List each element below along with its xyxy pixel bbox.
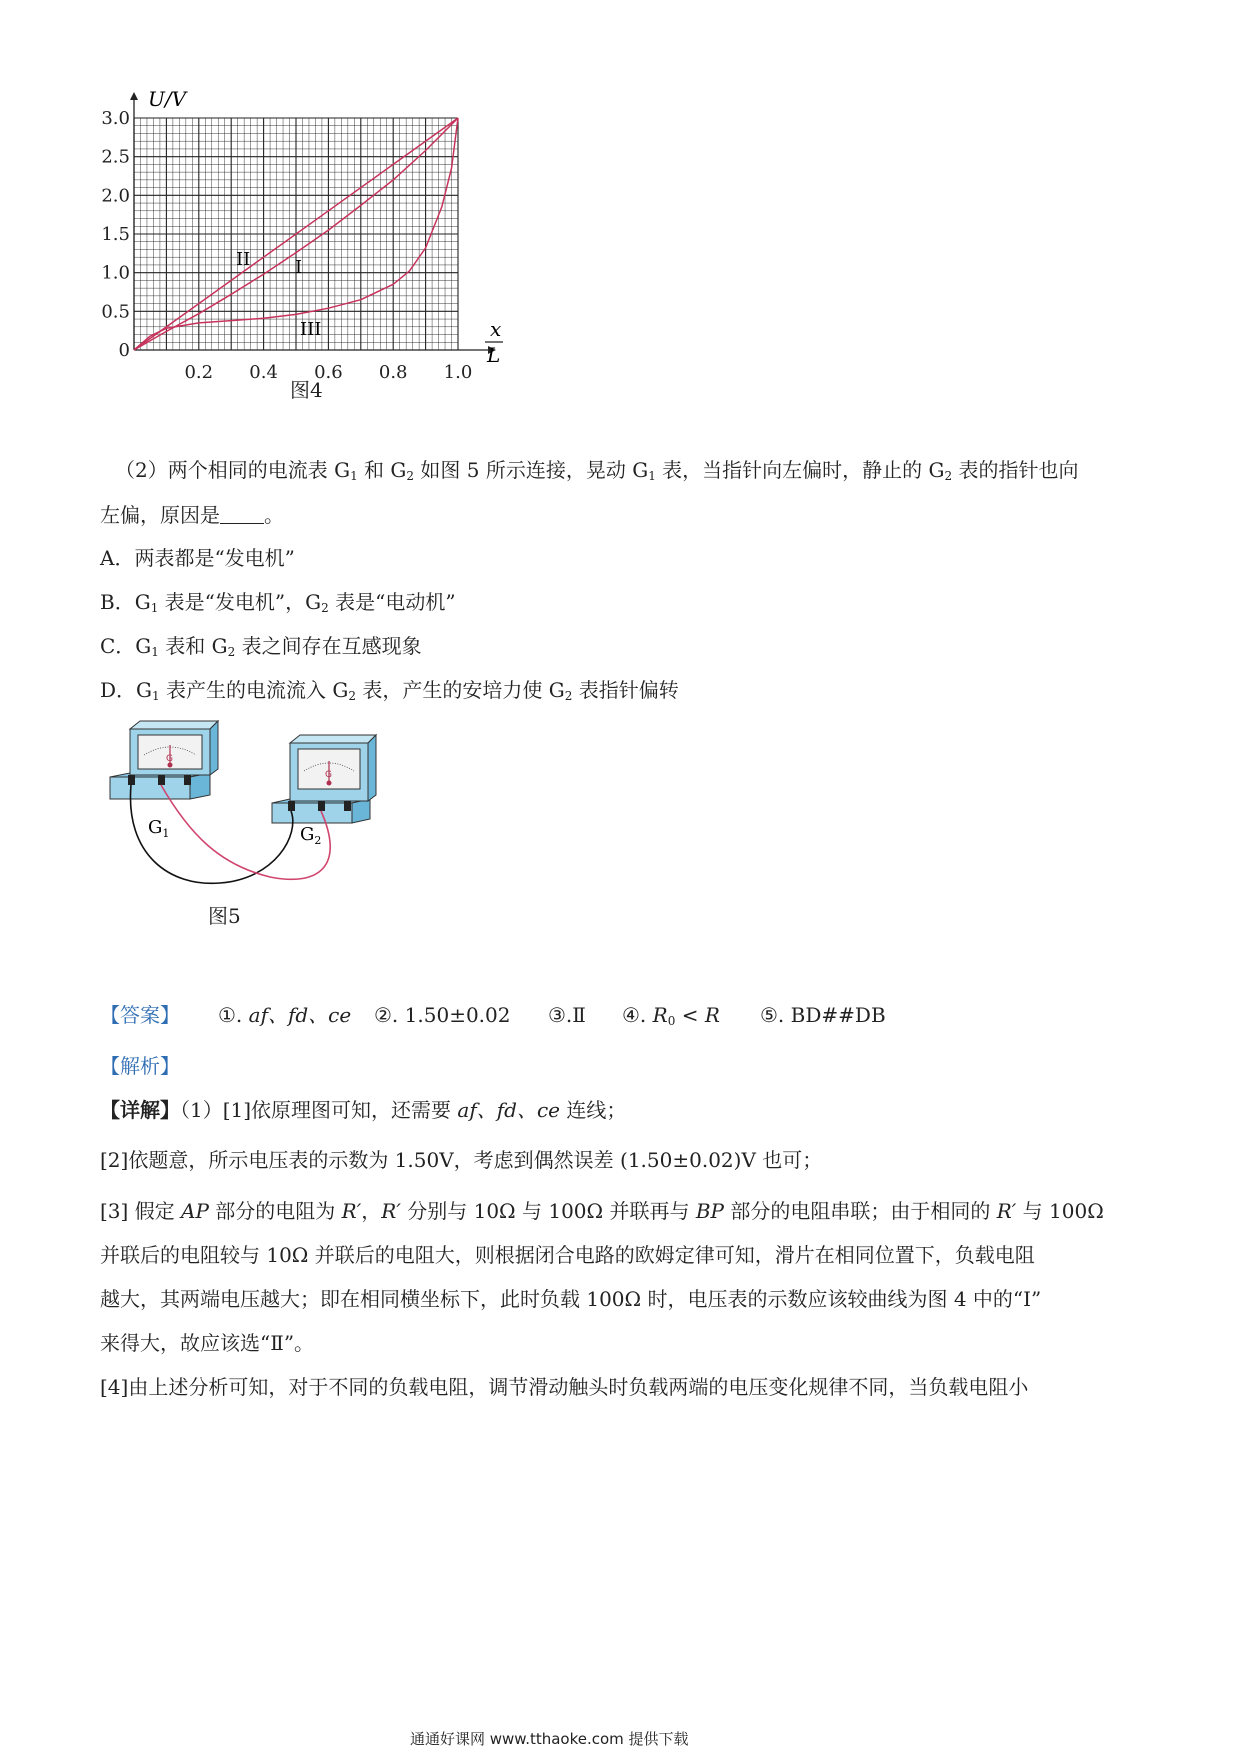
- question-line-1: （2）两个相同的电流表 $G_1$ 和 $G_2$ 如图 5 所示连接，晃动 $G_1$ 表，当指针向左偏时，静止的 $G_2$ 表的指针也向: [115, 458, 1079, 483]
- answer-5: ⑤. BD##DB: [760, 1003, 886, 1027]
- question-line-2: 左偏，原因是 。: [100, 503, 284, 527]
- y-tick-label: 1.5: [101, 224, 130, 245]
- y-tick-label: 0.5: [101, 301, 130, 323]
- y-tick-label: 2.5: [101, 146, 130, 168]
- figure5-illustration: [100, 715, 400, 895]
- y-tick-label: 1.0: [101, 262, 130, 284]
- x-tick-label: 0.6: [314, 362, 343, 383]
- g1-label: $G_1$: [148, 817, 170, 840]
- option-a: A．两表都是“发电机”: [100, 546, 295, 570]
- curve-label-I: I: [295, 257, 303, 278]
- answer-3: ③.Ⅱ: [548, 1003, 586, 1027]
- analysis-line-3: [3] 假定 AP 部分的电阻为 R′，R′ 分别与 10Ω 与 100Ω 并联再与 BP 部分的电阻串联；由于相同的 R′ 与 100Ω: [100, 1199, 1104, 1223]
- answer-line: [100, 1001, 180, 1029]
- y-tick-label: 0: [118, 340, 130, 361]
- figure4-chart: [100, 90, 520, 420]
- y-axis-arrow: [130, 92, 138, 100]
- analysis-line-7: [4]由上述分析可知，对于不同的负载电阻，调节滑动触头时负载两端的电压变化规律不同，当负载电阻小: [100, 1375, 1029, 1399]
- option-b: B．$G_1$ 表是“发电机”，$G_2$ 表是“电动机”: [100, 590, 456, 615]
- x-axis-label-denominator: L: [487, 343, 501, 367]
- analysis-line-6: 来得大，故应该选“Ⅱ”。: [100, 1331, 315, 1355]
- analysis-line-1: 【详解】（1）[1]依原理图可知，还需要 af、fd、ce 连线；: [100, 1098, 627, 1122]
- analysis-line-2: [2]依题意，所示电压表的示数为 1.50V，考虑到偶然误差 (1.50±0.02)V 也可；: [100, 1148, 823, 1172]
- x-tick-label: 0.2: [184, 362, 214, 383]
- x-tick-label: 0.4: [249, 362, 278, 383]
- x-axis-label-numerator: x: [490, 317, 502, 341]
- analysis-line-5: 越大，其两端电压越大；即在相同横坐标下，此时负载 100Ω 时，电压表的示数应该较曲线为图 4 中的“I”: [100, 1287, 1042, 1311]
- y-tick-label: 3.0: [101, 108, 130, 129]
- analysis-tag: 【解析】: [100, 1054, 180, 1078]
- curve-label-III: III: [300, 319, 322, 340]
- answer-4: ④. $R_0 < R$: [622, 1003, 720, 1028]
- chart-axes: [101, 92, 496, 383]
- galvanometer-g1: [110, 721, 218, 799]
- x-tick-label: 1.0: [443, 362, 473, 383]
- answer-1: ①. af、fd、ce: [218, 1003, 352, 1027]
- figure5-caption: 图5: [208, 904, 241, 928]
- svg-text:G: G: [166, 754, 173, 764]
- answer-tag: 【答案】: [100, 1003, 180, 1027]
- answer-blank: [220, 505, 264, 524]
- y-tick-label: 2.0: [101, 185, 130, 207]
- analysis-line-4: 并联后的电阻较与 10Ω 并联后的电阻大，则根据闭合电路的欧姆定律可知，滑片在相同位置下，负载电阻: [100, 1243, 1035, 1267]
- galvanometer-g2: [272, 735, 376, 823]
- page-footer: 通通好课网 www.tthaoke.com 提供下载: [410, 1730, 689, 1748]
- option-c: C．$G_1$ 表和 $G_2$ 表之间存在互感现象: [100, 634, 422, 659]
- x-tick-label: 0.8: [378, 362, 408, 383]
- y-axis-label: U/V: [148, 90, 187, 111]
- g2-label: $G_2$: [300, 824, 322, 847]
- option-d: D．$G_1$ 表产生的电流流入 $G_2$ 表，产生的安培力使 $G_2$ 表指针偏转: [100, 678, 679, 703]
- answer-2: ②. 1.50±0.02: [374, 1003, 511, 1027]
- svg-text:G: G: [325, 770, 332, 780]
- figure4-caption: 图4: [290, 378, 323, 402]
- curve-label-II: II: [236, 249, 251, 270]
